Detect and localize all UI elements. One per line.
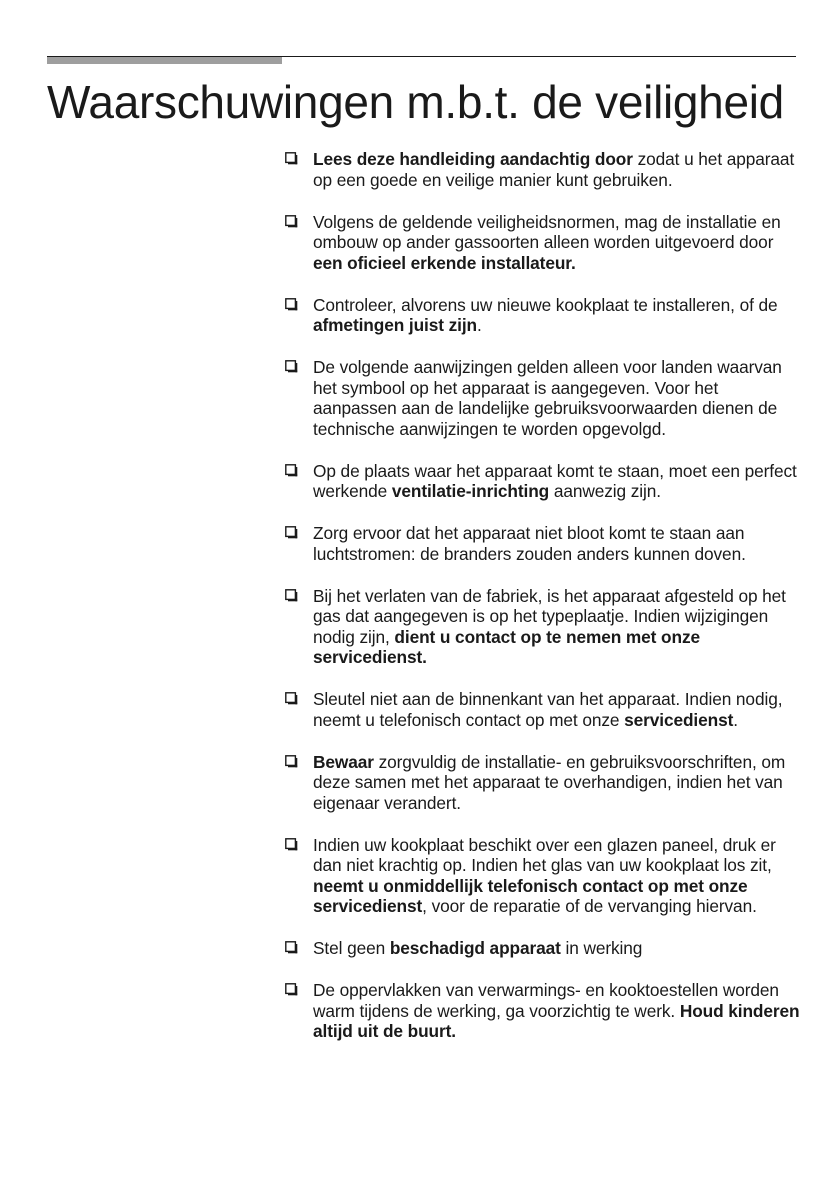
checkbox-icon [285,526,298,539]
warning-item-3 [283,295,801,336]
warning-text-segment: in werking [560,938,643,958]
warning-item-8 [283,689,801,730]
warning-text [313,523,746,564]
warning-item-4 [283,357,801,439]
warning-text [313,149,794,190]
warning-text-segment: zorgvuldig de installatie- en gebruiksvoorschriften, om deze samen met het apparaat te overhandigen, indien het van eigenaar verandert. [313,751,786,813]
warning-text-bold: ventilatie-inrichting [391,481,550,501]
warning-text-segment: Sleutel niet aan de binnenkant van het apparaat. Indien nodig, neemt u telefonisch contact op met onze [313,689,783,730]
warning-text [313,980,800,1041]
warning-text [313,461,797,502]
warning-item-5 [283,461,801,502]
warning-text-segment: zodat u het apparaat op een goede en veilige manier kunt gebruiken. [313,149,795,190]
warning-item-7 [283,586,801,668]
warning-text-segment: Zorg ervoor dat het apparaat niet bloot komt te staan aan luchtstromen: de branders zouden anders kunnen doven. [313,523,746,564]
warning-text-segment: aanwezig zijn. [549,481,661,501]
warning-text-bold: Lees deze handleiding aandachtig door [313,149,633,169]
warning-text-segment: , voor de reparatie of de vervanging hiervan. [422,896,757,916]
checkbox-icon [285,298,298,311]
warning-text [313,212,781,273]
warning-text [313,689,782,730]
warning-text-segment: Volgens de geldende veiligheidsnormen, mag de installatie en ombouw op ander gassoorten alleen worden uitgevoerd door [313,211,781,252]
checkbox-icon [285,692,298,705]
warning-text-segment: De oppervlakken van verwarmings- en kooktoestellen worden warm tijdens de werking, ga voorzichtig te werk. [313,980,779,1021]
warning-text-segment: Controleer, alvorens uw nieuwe kookplaat te installeren, of de [313,294,778,315]
warning-text-bold: Bewaar [313,751,374,772]
checkbox-icon [285,983,298,996]
warning-item-9 [283,752,801,814]
warning-item-1 [283,149,801,190]
warning-text [313,586,786,668]
warning-text-segment: Indien uw kookplaat beschikt over een glazen paneel, druk er dan niet krachtig op. Indien het glas van uw kookplaat los zit, [313,834,776,875]
warning-text-bold: afmetingen juist zijn [313,315,478,335]
warning-text-bold: dient u contact op te nemen met onze servicedienst. [313,626,700,667]
header-accent-bar [47,57,282,64]
warning-text-bold: een oficieel erkende installateur. [313,252,576,273]
warning-text-segment: . [733,709,738,730]
warning-text-bold: Houd kinderen altijd uit de buurt. [313,1000,800,1041]
warning-text-bold: servicedienst [624,709,734,730]
warning-text-bold: beschadigd apparaat [389,938,561,958]
warnings-list [283,149,801,1063]
warning-text-segment: Op de plaats waar het apparaat komt te staan, moet een perfect werkende [313,460,797,501]
checkbox-icon [285,589,298,602]
warning-text-segment: . [477,315,482,335]
warning-text-bold: neemt u onmiddellijk telefonisch contact op met onze servicedienst [313,875,748,916]
warning-item-12 [283,980,801,1042]
warning-text-segment: Stel geen [313,938,390,958]
warning-item-11 [283,938,801,959]
warning-text-segment: Bij het verlaten van de fabriek, is het apparaat afgesteld op het gas dat aangegeven is op het typeplaatje. Indien wijzigingen nodig zijn, [313,585,786,647]
warning-text [313,938,642,958]
checkbox-icon [285,755,298,768]
warning-text [313,357,782,439]
warning-text-segment: De volgende aanwijzingen gelden alleen voor landen waarvan het symbool op het apparaat is aangegeven. Voor het aanpassen aan de landelijke gebruiksvoorwaarden dienen de technische aanwijzingen te worden opgevolgd. [313,357,782,439]
checkbox-icon [285,464,298,477]
warning-text [313,835,776,917]
checkbox-icon [285,152,298,165]
warning-text [313,295,778,336]
checkbox-icon [285,360,298,373]
warning-item-10 [283,835,801,917]
warning-item-6 [283,523,801,564]
warning-item-2 [283,212,801,274]
checkbox-icon [285,838,298,851]
checkbox-icon [285,215,298,228]
checkbox-icon [285,941,298,954]
warning-text [313,752,785,813]
page-title: Waarschuwingen m.b.t. de veiligheid [47,76,784,128]
